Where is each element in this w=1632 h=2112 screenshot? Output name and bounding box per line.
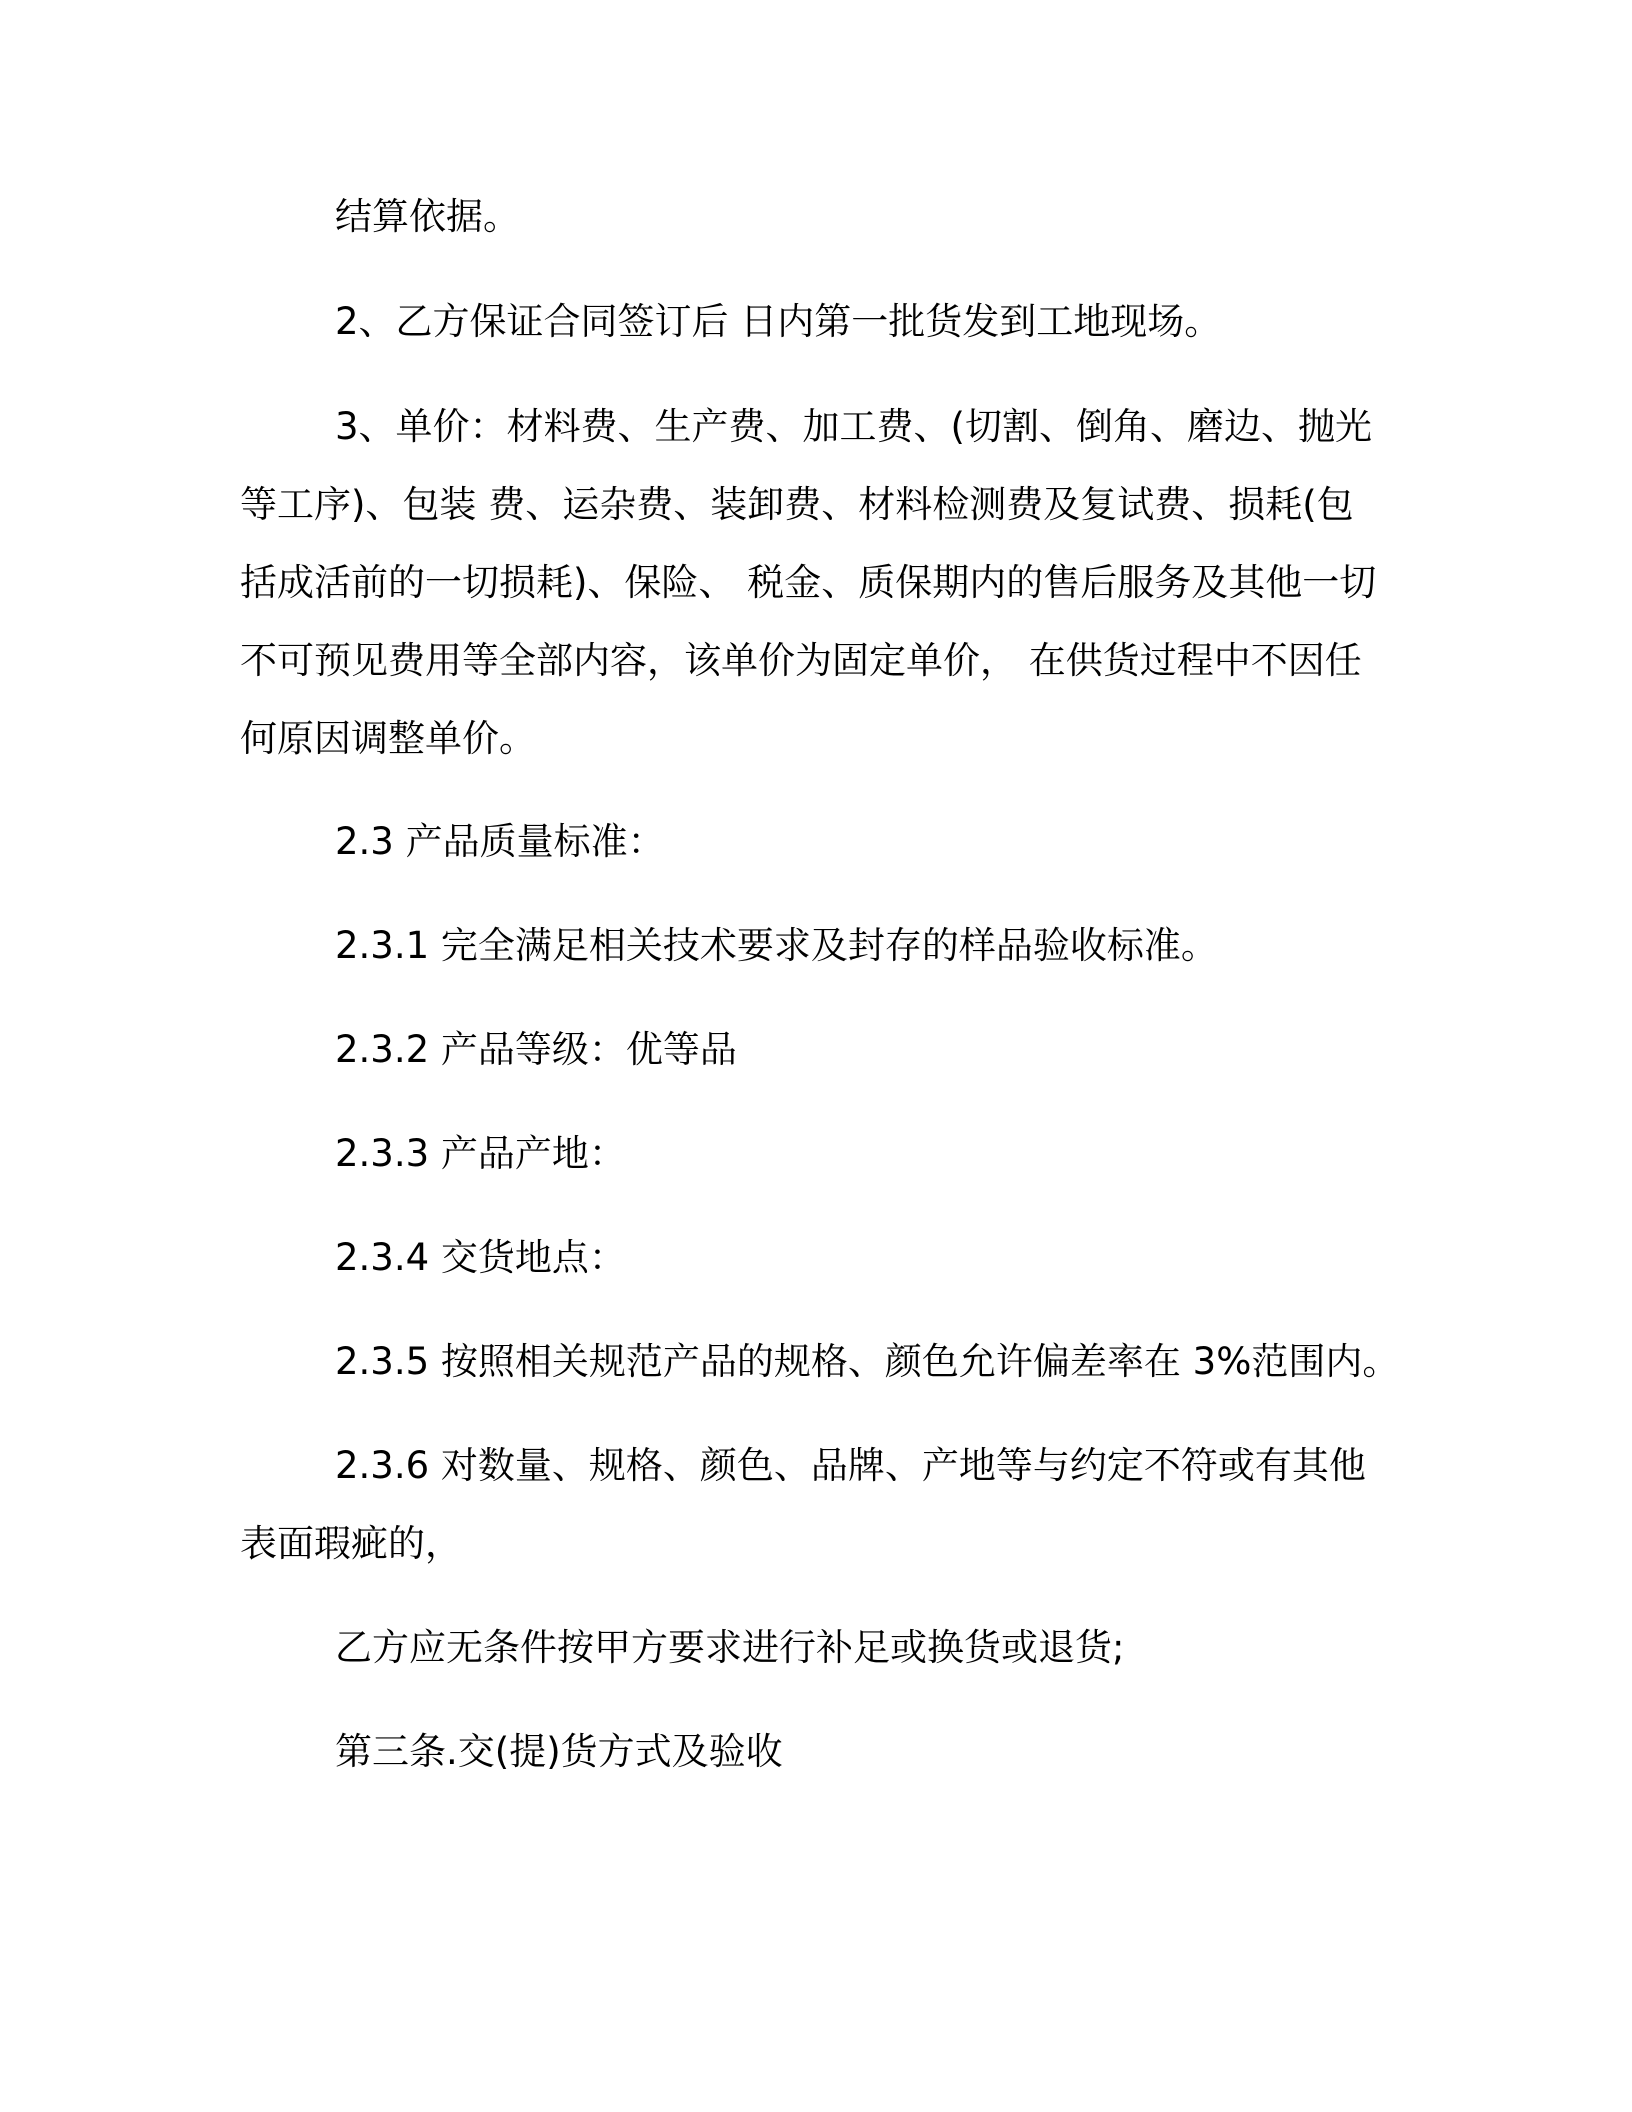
- text-line: 第三条.交(提)货方式及验收: [335, 1730, 783, 1773]
- section-heading-quality-standard: [335, 803, 1380, 881]
- text-line: 何原因调整单价。: [240, 717, 536, 760]
- paragraph-2-3-1: [335, 907, 1380, 985]
- text-line: 2.3.4 交货地点：: [335, 1236, 626, 1279]
- text-line: 3、单价：材料费、生产费、加工费、(切割、倒角、磨边、抛光: [335, 405, 1372, 448]
- text-line: 2.3.1 完全满足相关技术要求及封存的样品验收标准。: [335, 924, 1218, 967]
- paragraph-settlement-basis: [335, 178, 1380, 256]
- text-line: 结算依据。: [335, 195, 520, 238]
- text-line: 2.3 产品质量标准：: [335, 820, 665, 863]
- paragraph-2-3-5: [335, 1323, 1400, 1401]
- paragraph-2-3-4: [335, 1219, 1380, 1297]
- text-line: 括成活前的一切损耗)、保险、 税金、质保期内的售后服务及其他一切: [240, 561, 1377, 604]
- section-heading-article-three: [335, 1713, 1380, 1791]
- text-line: 2.3.3 产品产地：: [335, 1132, 626, 1175]
- paragraph-2-3-3: [335, 1115, 1380, 1193]
- text-line: 2.3.2 产品等级：优等品: [335, 1028, 737, 1071]
- paragraph-unit-price: [240, 388, 1380, 778]
- text-line: 等工序)、包装 费、运杂费、装卸费、材料检测费及复试费、损耗(包: [240, 483, 1354, 526]
- text-line: 2.3.6 对数量、规格、颜色、品牌、产地等与约定不符或有其他: [335, 1444, 1366, 1487]
- paragraph-2-3-6: [240, 1427, 1380, 1583]
- paragraph-delivery-schedule: [335, 283, 1380, 361]
- text-line: 2.3.5 按照相关规范产品的规格、颜色允许偏差率在 3%范围内。: [335, 1340, 1400, 1383]
- paragraph-replacement-terms: [335, 1609, 1380, 1687]
- text-line: 2、乙方保证合同签订后 日内第一批货发到工地现场。: [335, 300, 1222, 343]
- text-line: 乙方应无条件按甲方要求进行补足或换货或退货;: [335, 1626, 1125, 1669]
- paragraph-2-3-2: [335, 1011, 1380, 1089]
- text-line: 不可预见费用等全部内容，该单价为固定单价， 在供货过程中不因任: [240, 639, 1362, 682]
- text-line: 表面瑕疵的，: [240, 1522, 462, 1565]
